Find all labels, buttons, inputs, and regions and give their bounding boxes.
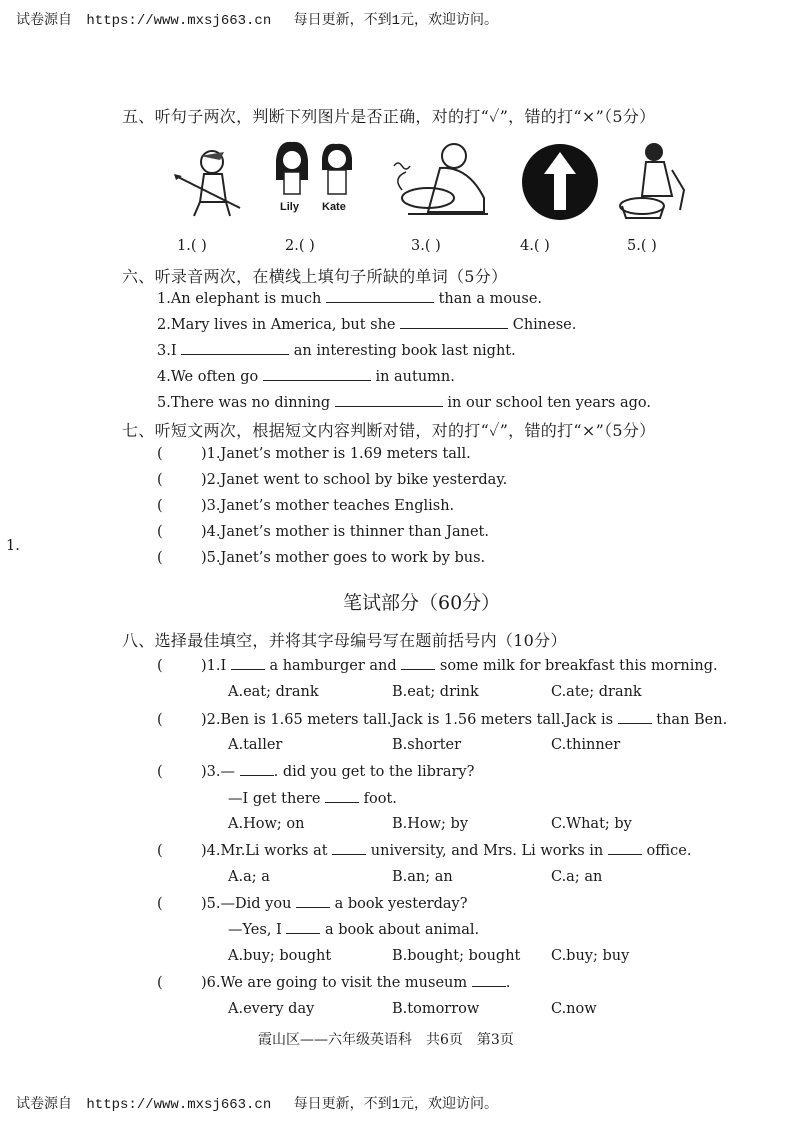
s8-q6-text-b: . [505, 975, 511, 991]
s6-blank-5[interactable] [335, 394, 443, 407]
s7-item-1: ( )1.Janet’s mother is 1.69 meters tall. [157, 446, 471, 462]
two-girls-icon [268, 140, 364, 198]
s8-q3-text-b: . did you get to the library? [273, 764, 475, 780]
section7-title: 七、听短文两次，根据短文内容判断对错，对的打“✓”，错的打“×”（5分） [122, 421, 656, 440]
s8-q5-text-c: —Yes, I [228, 922, 282, 938]
s8-q3: ( )3.— . did you get to the library? [157, 764, 475, 780]
washing-clothes-icon [616, 140, 692, 222]
section8-title: 八、选择最佳填空，并将其字母编号写在题前括号内（10分） [122, 631, 567, 650]
s8-answer-3[interactable]: ( [157, 764, 163, 780]
s5-answer-3[interactable]: 3.( ) [411, 238, 441, 254]
s8-q4: ( )4.Mr.Li works at university, and Mrs. Li works in office. [157, 843, 692, 859]
written-part-title: 笔试部分（60分） [343, 592, 501, 614]
s8-q2-option-b[interactable]: B.shorter [392, 737, 462, 753]
s8-q3-line2 [228, 790, 397, 807]
s7-answer-3[interactable]: ( [157, 498, 163, 514]
s8-answer-6[interactable]: ( [157, 975, 163, 991]
header-notice: 每日更新，不到1元，欢迎访问。 [293, 13, 499, 29]
s6-item-5-text: 5.There was no dinning [157, 395, 331, 411]
s7-answer-5[interactable]: ( [157, 550, 163, 566]
s7-answer-4[interactable]: ( [157, 524, 163, 540]
footer-source: 试卷源自 [16, 1097, 72, 1113]
up-arrow-sign-icon [520, 142, 600, 222]
s8-q1-text-b: a hamburger and [269, 658, 397, 674]
s8-q2: ( )2.Ben is 1.65 meters tall.Jack is 1.56 meters tall.Jack is than Ben. [157, 712, 728, 728]
s8-q5-text-d: a book about animal. [325, 922, 480, 938]
footer-banner [16, 1093, 498, 1113]
s8-q6-blank-1[interactable] [472, 974, 506, 987]
s5-answer-2[interactable]: 2.( ) [285, 238, 315, 254]
s6-item-3-text: 3.I [157, 343, 177, 359]
s6-item-2-tail: Chinese. [512, 317, 577, 333]
s6-blank-2[interactable] [400, 316, 508, 329]
s8-q1-option-c[interactable]: C.ate; drank [551, 684, 642, 700]
s8-q4-text-b: university, and Mrs. Li works in [370, 843, 604, 859]
header-banner [16, 9, 498, 29]
margin-mark: 1. [6, 538, 20, 554]
s6-item-4 [157, 368, 455, 385]
picture-washing [616, 140, 692, 226]
s8-q5-option-b[interactable]: B.bought; bought [392, 948, 521, 964]
s7-item-5-text: 5.Janet’s mother goes to work by bus. [206, 550, 486, 566]
s8-q4-blank-2[interactable] [608, 842, 642, 855]
s8-q3-text-a: 3.— [206, 764, 236, 780]
s8-q2-text-b: than Ben. [656, 712, 728, 728]
s8-q6-option-a[interactable]: A.every day [228, 1001, 315, 1017]
s8-q6-option-c[interactable]: C.now [551, 1001, 597, 1017]
s7-item-5: ( )5.Janet’s mother goes to work by bus. [157, 550, 486, 566]
s8-q2-text-a: 2.Ben is 1.65 meters tall.Jack is 1.56 meters tall.Jack is [206, 712, 614, 728]
s6-item-5-tail: in our school ten years ago. [447, 395, 651, 411]
s6-item-4-tail: in autumn. [375, 369, 455, 385]
s6-item-2 [157, 316, 576, 333]
s8-q3-text-d: foot. [363, 791, 397, 807]
s7-item-3: ( )3.Janet’s mother teaches English. [157, 498, 455, 514]
s6-item-3 [157, 342, 516, 359]
page-footer: 霞山区——六年级英语科 共6页 第3页 [258, 1032, 514, 1048]
section5-title: 五、听句子两次，判断下列图片是否正确，对的打“✓”，错的打“×”（5分） [122, 107, 656, 126]
s6-blank-3[interactable] [181, 342, 289, 355]
s8-q4-blank-1[interactable] [332, 842, 366, 855]
picture-sign [520, 142, 600, 226]
label-lily: Lily [280, 201, 299, 213]
s8-q1-blank-1[interactable] [231, 657, 265, 670]
s8-q5-text-b: a book yesterday? [334, 896, 468, 912]
s6-item-1 [157, 290, 542, 307]
s8-q2-blank-1[interactable] [618, 711, 652, 724]
picture-cooking [388, 138, 498, 226]
s8-q5-option-a[interactable]: A.buy; bought [228, 948, 332, 964]
s8-q5-blank-2[interactable] [286, 921, 320, 934]
s8-q1-option-a[interactable]: A.eat; drank [228, 684, 319, 700]
s8-q1-blank-2[interactable] [401, 657, 435, 670]
s8-q4-text-c: office. [646, 843, 692, 859]
s6-item-5 [157, 394, 651, 411]
section6-title: 六、听录音两次，在横线上填句子所缺的单词（5分） [122, 267, 508, 286]
s8-q5: ( )5.—Did you a book yesterday? [157, 896, 468, 912]
s8-q6-option-b[interactable]: B.tomorrow [392, 1001, 480, 1017]
s7-item-1-text: 1.Janet’s mother is 1.69 meters tall. [206, 446, 471, 462]
s8-answer-4[interactable]: ( [157, 843, 163, 859]
s6-blank-4[interactable] [263, 368, 371, 381]
s8-q5-line2 [228, 921, 479, 938]
s8-q1-text-a: 1.I [206, 658, 227, 674]
footer-notice: 每日更新，不到1元，欢迎访问。 [293, 1097, 499, 1113]
s8-q3-option-c[interactable]: C.What; by [551, 816, 632, 832]
s7-answer-2[interactable]: ( [157, 472, 163, 488]
s8-q6-text-a: 6.We are going to visit the museum [206, 975, 468, 991]
s6-item-3-tail: an interesting book last night. [293, 343, 516, 359]
s6-item-1-text: 1.An elephant is much [157, 291, 322, 307]
s8-q3-blank-1[interactable] [240, 763, 274, 776]
s8-q3-text-c: —I get there [228, 791, 321, 807]
s8-q2-option-a[interactable]: A.taller [228, 737, 283, 753]
s8-q4-text-a: 4.Mr.Li works at [206, 843, 328, 859]
label-kate: Kate [322, 201, 346, 213]
picture-hunter [170, 140, 250, 224]
s7-item-2: ( )2.Janet went to school by bike yesterday. [157, 472, 508, 488]
header-url[interactable]: https://www.mxsj663.cn [86, 13, 272, 29]
footer-url[interactable]: https://www.mxsj663.cn [86, 1097, 272, 1113]
header-source: 试卷源自 [16, 13, 72, 29]
s8-q3-option-a[interactable]: A.How; on [228, 816, 305, 832]
s8-q1-text-c: some milk for breakfast this morning. [439, 658, 718, 674]
s8-q5-blank-1[interactable] [296, 895, 330, 908]
s8-q2-option-c[interactable]: C.thinner [551, 737, 621, 753]
s5-answer-5[interactable]: 5.( ) [627, 238, 657, 254]
s6-blank-1[interactable] [326, 290, 434, 303]
s5-answer-1[interactable]: 1.( ) [177, 238, 207, 254]
s7-item-4-text: 4.Janet’s mother is thinner than Janet. [206, 524, 489, 540]
s7-item-4: ( )4.Janet’s mother is thinner than Janet. [157, 524, 489, 540]
s8-answer-1[interactable]: ( [157, 658, 163, 674]
s8-answer-5[interactable]: ( [157, 896, 163, 912]
s8-q4-option-c[interactable]: C.a; an [551, 869, 603, 885]
s6-item-4-text: 4.We often go [157, 369, 259, 385]
s8-q4-option-a[interactable]: A.a; a [228, 869, 270, 885]
s8-q4-option-b[interactable]: B.an; an [392, 869, 453, 885]
s5-answer-4[interactable]: 4.( ) [520, 238, 550, 254]
s8-q5-text-a: 5.—Did you [206, 896, 292, 912]
s8-q6: ( )6.We are going to visit the museum . [157, 975, 511, 991]
s8-q5-option-c[interactable]: C.buy; buy [551, 948, 630, 964]
s8-q1: ( )1.I a hamburger and some milk for breakfast this morning. [157, 658, 718, 674]
s7-item-2-text: 2.Janet went to school by bike yesterday. [206, 472, 508, 488]
s7-item-3-text: 3.Janet’s mother teaches English. [206, 498, 455, 514]
cooking-icon [388, 138, 498, 222]
s8-q1-option-b[interactable]: B.eat; drink [392, 684, 479, 700]
s8-q3-blank-2[interactable] [325, 790, 359, 803]
s6-item-2-text: 2.Mary lives in America, but she [157, 317, 396, 333]
picture-girls [268, 140, 364, 213]
s7-answer-1[interactable]: ( [157, 446, 163, 462]
s8-q3-option-b[interactable]: B.How; by [392, 816, 469, 832]
s8-answer-2[interactable]: ( [157, 712, 163, 728]
hunter-icon [170, 140, 250, 220]
s6-item-1-tail: than a mouse. [438, 291, 543, 307]
